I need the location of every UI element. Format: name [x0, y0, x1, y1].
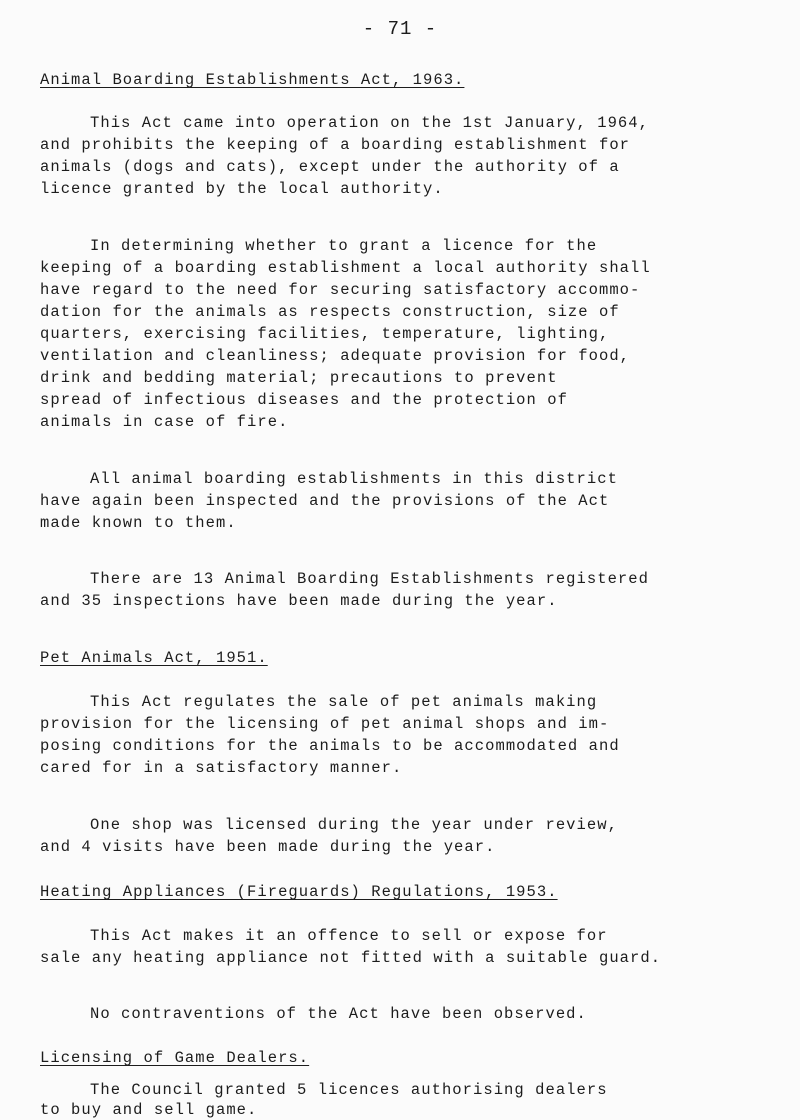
section-heading-animal-boarding: Animal Boarding Establishments Act, 1963.: [40, 71, 465, 89]
text-line: This Act regulates the sale of pet animals making: [90, 693, 598, 711]
text-line: have regard to the need for securing satisfactory accommo-: [40, 281, 641, 299]
text-line: drink and bedding material; precautions to prevent: [40, 369, 558, 387]
text-line: provision for the licensing of pet animal shops and im-: [40, 715, 610, 733]
text-line: sale any heating appliance not fitted with a suitable guard.: [40, 949, 662, 967]
section-heading-pet-animals: Pet Animals Act, 1951.: [40, 649, 268, 667]
section-heading-heating-appliances: Heating Appliances (Fireguards) Regulations, 1953.: [40, 883, 558, 901]
text-line: spread of infectious diseases and the protection of: [40, 391, 568, 409]
text-line: This Act makes it an offence to sell or expose for: [90, 927, 608, 945]
text-line: animals (dogs and cats), except under the authority of a: [40, 158, 620, 176]
text-line: All animal boarding establishments in this district: [90, 470, 618, 488]
text-line: In determining whether to grant a licence for the: [90, 237, 598, 255]
text-line: The Council granted 5 licences authorising dealers: [90, 1081, 608, 1099]
text-line: cared for in a satisfactory manner.: [40, 759, 403, 777]
text-line: posing conditions for the animals to be accommodated and: [40, 737, 620, 755]
text-line: One shop was licensed during the year under review,: [90, 816, 618, 834]
text-line: and prohibits the keeping of a boarding establishment for: [40, 136, 631, 154]
text-line: and 35 inspections have been made during the year.: [40, 592, 558, 610]
text-line: This Act came into operation on the 1st January, 1964,: [90, 114, 649, 132]
text-line: made known to them.: [40, 514, 237, 532]
text-line: ventilation and cleanliness; adequate provision for food,: [40, 347, 631, 365]
text-line: animals in case of fire.: [40, 413, 289, 431]
text-line: quarters, exercising facilities, temperature, lighting,: [40, 325, 610, 343]
text-line: keeping of a boarding establishment a local authority shall: [40, 259, 651, 277]
text-line: dation for the animals as respects construction, size of: [40, 303, 620, 321]
text-line: to buy and sell game.: [40, 1101, 258, 1119]
section-heading-game-dealers: Licensing of Game Dealers.: [40, 1049, 310, 1067]
text-line: and 4 visits have been made during the year.: [40, 838, 496, 856]
text-line: There are 13 Animal Boarding Establishments registered: [90, 570, 649, 588]
text-line: No contraventions of the Act have been observed.: [90, 1005, 587, 1023]
text-line: licence granted by the local authority.: [40, 180, 444, 198]
page-number: - 71 -: [362, 18, 438, 40]
text-line: have again been inspected and the provisions of the Act: [40, 492, 610, 510]
